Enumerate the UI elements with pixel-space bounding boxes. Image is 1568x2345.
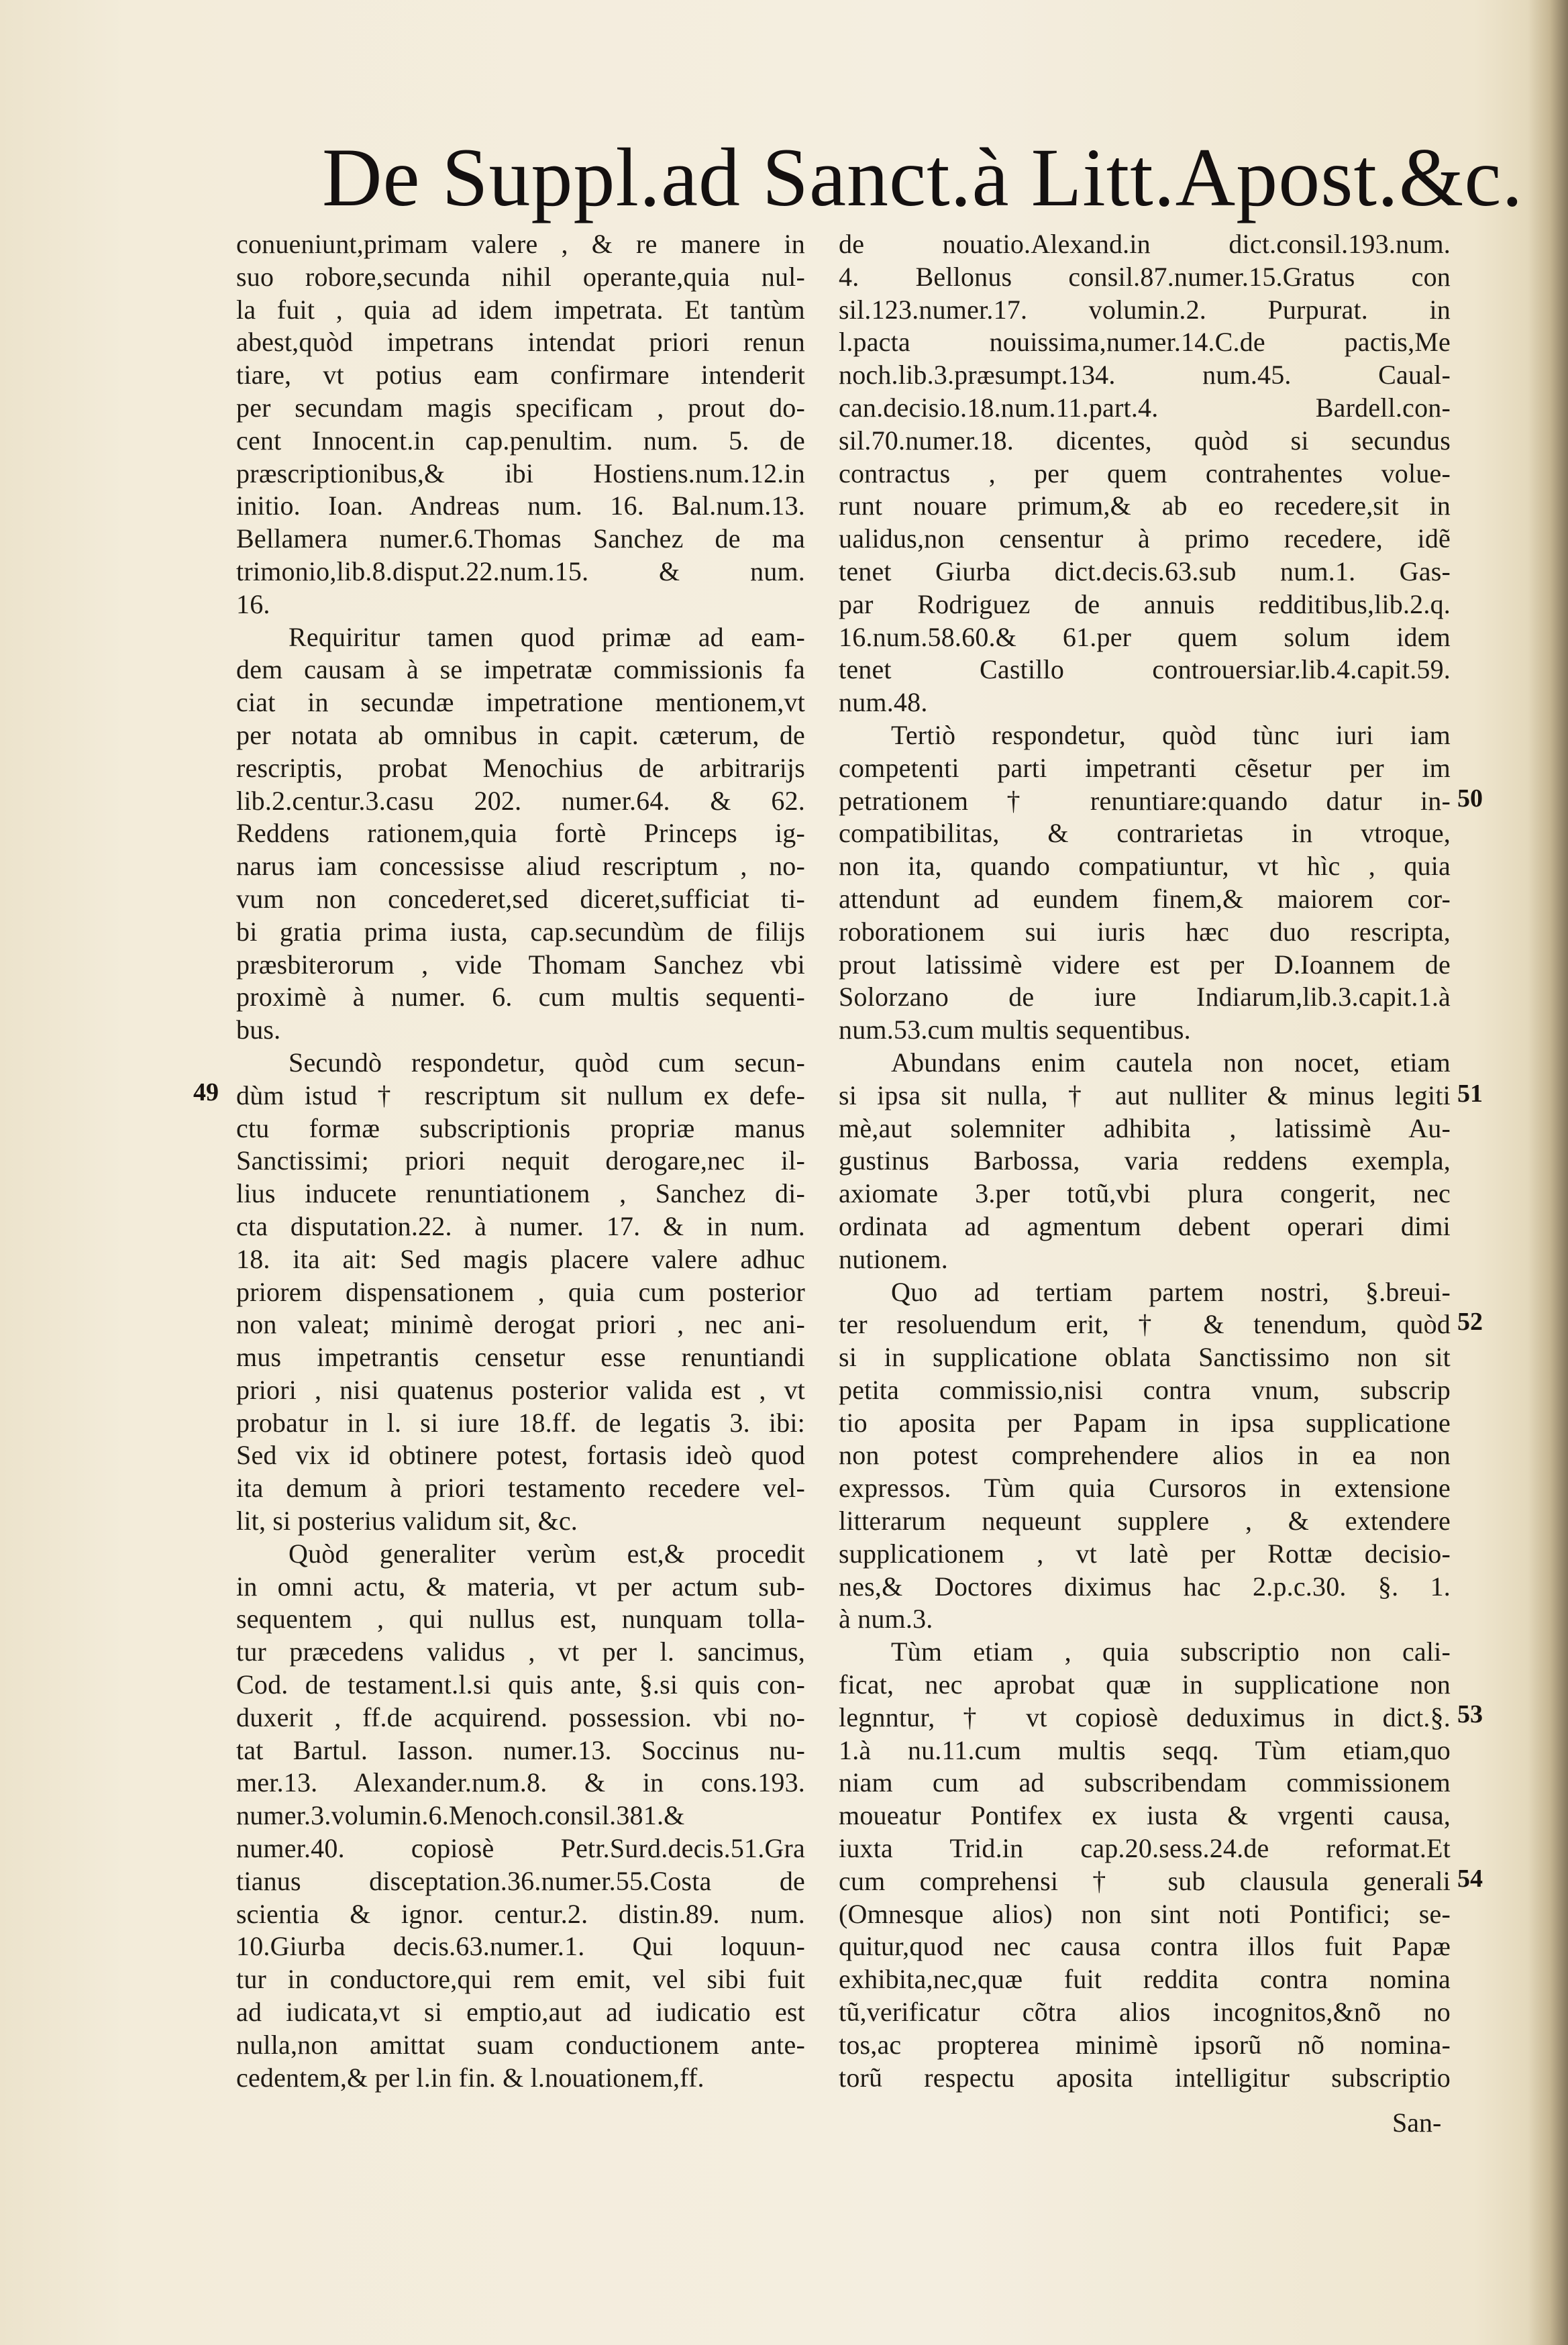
text-line: quitur,quod nec causa contra illos fuit Papæ <box>839 1931 1451 1962</box>
text-line: nulla,non amittat suam conductionem ante- <box>236 2029 805 2060</box>
margin-number: 49 <box>193 1078 219 1106</box>
text-line: torũ respectu aposita intelligitur subscriptio <box>839 2062 1451 2093</box>
text-line: non potest comprehendere alios in ea non <box>839 1440 1451 1471</box>
text-line: ctu formæ subscriptionis propriæ manus <box>236 1112 805 1143</box>
text-line: numer.3.volumin.6.Menoch.consil.381.& <box>236 1800 685 1831</box>
text-line: mer.13. Alexander.num.8. & in cons.193. <box>236 1767 805 1798</box>
left-column <box>236 228 805 2094</box>
text-line: l.pacta nouissima,numer.14.C.de pactis,Me <box>839 327 1451 358</box>
text-line: conueniunt,primam valere , & re manere in <box>236 229 805 259</box>
text-line: sil.70.numer.18. dicentes, quòd si secundus <box>839 425 1451 456</box>
text-line: petita commissio,nisi contra vnum, subscrip <box>839 1374 1451 1405</box>
text-line: mus impetrantis censetur esse renuntiandi <box>236 1342 805 1373</box>
text-line: priorem dispensationem , quia cum posterior <box>236 1276 805 1307</box>
text-line: præscriptionibus,& ibi Hostiens.num.12.in <box>236 458 805 488</box>
text-line: per secundam magis specificam , prout do- <box>236 392 805 423</box>
text-line: can.decisio.18.num.11.part.4. Bardell.con- <box>839 392 1451 423</box>
text-line: gustinus Barbossa, varia reddens exempla, <box>839 1145 1451 1176</box>
text-line: per notata ab omnibus in capit. cæterum, de <box>236 719 805 750</box>
text-line: narus iam concessisse aliud rescriptum , no- <box>236 851 805 882</box>
text-line: rescriptis, probat Menochius de arbitrarijs <box>236 752 805 783</box>
running-head: De Suppl.ad Sanct.à Litt.Apost.&c. <box>322 132 1524 223</box>
text-line: abest,quòd impetrans intendat priori renun <box>236 327 805 358</box>
text-line: sil.123.numer.17. volumin.2. Purpurat. in <box>839 294 1451 325</box>
text-line: roborationem sui iuris hæc duo rescripta, <box>839 916 1451 947</box>
text-line: Sanctissimi; priori nequit derogare,nec il- <box>236 1145 805 1176</box>
text-line: cta disputation.22. à numer. 17. & in num. <box>236 1210 805 1241</box>
text-line: tos,ac propterea minimè ipsorũ nõ nomina- <box>839 2029 1451 2060</box>
text-line: runt nouare primum,& ab eo recedere,sit in <box>839 490 1451 521</box>
text-line: legnntur, † vt copiosè deduximus in dict.§. <box>839 1702 1451 1732</box>
text-line: Reddens rationem,quia fortè Princeps ig- <box>236 818 805 849</box>
page-edge-shadow <box>1528 0 1568 2345</box>
text-line: exhibita,nec,quæ fuit reddita contra nomina <box>839 1964 1451 1995</box>
text-line: (Omnesque alios) non sint noti Pontifici; se- <box>839 1898 1451 1929</box>
text-line: la fuit , quia ad idem impetrata. Et tantùm <box>236 294 805 325</box>
text-line: Solorzano de iure Indiarum,lib.3.capit.1.à <box>839 982 1451 1012</box>
text-line: Abundans enim cautela non nocet, etiam <box>891 1047 1451 1078</box>
text-line: scientia & ignor. centur.2. distin.89. num. <box>236 1898 805 1929</box>
margin-number: 50 <box>1457 784 1483 813</box>
text-line: nes,& Doctores diximus hac 2.p.c.30. §. 1. <box>839 1571 1451 1602</box>
text-line: Sed vix id obtinere potest, fortasis ideò quod <box>236 1440 805 1471</box>
text-line: dem causam à se impetratæ commissionis fa <box>236 654 805 685</box>
text-line: ciat in secundæ impetratione mentionem,vt <box>236 687 805 718</box>
text-line: cum comprehensi † sub clausula generali <box>839 1865 1451 1896</box>
text-line: Tertiò respondetur, quòd tùnc iuri iam <box>891 719 1451 750</box>
text-line: Tùm etiam , quia subscriptio non cali- <box>891 1636 1451 1667</box>
text-line: noch.lib.3.præsumpt.134. num.45. Caual- <box>839 360 1451 390</box>
text-line: num.48. <box>839 687 928 718</box>
text-line: probatur in l. si iure 18.ff. de legatis 3. ibi: <box>236 1407 805 1438</box>
text-line: iuxta Trid.in cap.20.sess.24.de reformat.Et <box>839 1833 1451 1864</box>
text-line: trimonio,lib.8.disput.22.num.15. & num. <box>236 556 805 586</box>
text-line: suo robore,secunda nihil operante,quia nul- <box>236 261 805 292</box>
text-line: compatibilitas, & contrarietas in vtroque, <box>839 818 1451 849</box>
text-line: dùm istud † rescriptum sit nullum ex defe- <box>236 1080 805 1110</box>
text-line: ualidus,non censentur à primo recedere, idẽ <box>839 523 1451 554</box>
text-line: num.53.cum multis sequentibus. <box>839 1014 1191 1045</box>
text-line: tũ,verificatur cõtra alios incognitos,&nõ no <box>839 1997 1451 2028</box>
text-line: ficat, nec aprobat quæ in supplicatione non <box>839 1669 1451 1700</box>
text-line: tenet Giurba dict.decis.63.sub num.1. Gas- <box>839 556 1451 586</box>
text-line: de nouatio.Alexand.in dict.consil.193.num. <box>839 229 1451 259</box>
text-line: Quòd generaliter verùm est,& procedit <box>289 1538 805 1569</box>
text-line: sequentem , qui nullus est, nunquam tolla- <box>236 1604 805 1634</box>
text-line: mè,aut solemniter adhibita , latissimè Au- <box>839 1112 1451 1143</box>
text-line: Quo ad tertiam partem nostri, §.breui- <box>891 1276 1451 1307</box>
text-line: 10.Giurba decis.63.numer.1. Qui loquun- <box>236 1931 805 1962</box>
text-line: contractus , per quem contrahentes volue- <box>839 458 1451 488</box>
text-line: 4. Bellonus consil.87.numer.15.Gratus con <box>839 261 1451 292</box>
text-line: duxerit , ff.de acquirend. possession. vbi no- <box>236 1702 805 1732</box>
margin-number: 51 <box>1457 1080 1483 1108</box>
text-line: tianus disceptation.36.numer.55.Costa de <box>236 1865 805 1896</box>
text-line: competenti parti impetranti cẽsetur per im <box>839 752 1451 783</box>
text-line: præsbiterorum , vide Thomam Sanchez vbi <box>236 949 805 980</box>
text-line: lib.2.centur.3.casu 202. numer.64. & 62. <box>236 785 805 816</box>
text-line: à num.3. <box>839 1604 933 1634</box>
text-line: ter resoluendum erit, † & tenendum, quòd <box>839 1309 1451 1340</box>
text-line: 18. ita ait: Sed magis placere valere adhuc <box>236 1243 805 1274</box>
text-line: prout latissimè videre est per D.Ioannem de <box>839 949 1451 980</box>
text-line: lius inducete renuntiationem , Sanchez di- <box>236 1178 805 1209</box>
text-line: proximè à numer. 6. cum multis sequenti- <box>236 982 805 1012</box>
text-line: tio aposita per Papam in ipsa supplicatione <box>839 1407 1451 1438</box>
text-line: initio. Ioan. Andreas num. 16. Bal.num.13. <box>236 490 805 521</box>
text-line: non valeat; minimè derogat priori , nec ani- <box>236 1309 805 1340</box>
text-line: 16.num.58.60.& 61.per quem solum idem <box>839 621 1451 652</box>
text-line: vum non concederet,sed diceret,sufficiat ti- <box>236 883 805 914</box>
text-line: tur in conductore,qui rem emit, vel sibi fuit <box>236 1964 805 1995</box>
text-line: niam cum ad subscribendam commissionem <box>839 1767 1451 1798</box>
text-line: lit, si posterius validum sit, &c. <box>236 1506 578 1536</box>
margin-number: 53 <box>1457 1700 1483 1728</box>
text-line: tat Bartul. Iasson. numer.13. Soccinus nu- <box>236 1734 805 1765</box>
text-line: si ipsa sit nulla, † aut nulliter & minus legiti <box>839 1080 1451 1110</box>
text-line: tur præcedens validus , vt per l. sancimus, <box>236 1636 805 1667</box>
text-line: cedentem,& per l.in fin. & l.nouationem,ff. <box>236 2062 704 2093</box>
text-line: ita demum à priori testamento recedere vel- <box>236 1473 805 1504</box>
text-line: bus. <box>236 1014 281 1045</box>
text-line: petrationem † renuntiare:quando datur in- <box>839 785 1451 816</box>
text-line: Bellamera numer.6.Thomas Sanchez de ma <box>236 523 805 554</box>
text-line: supplicationem , vt latè per Rottæ decisio- <box>839 1538 1451 1569</box>
text-line: Secundò respondetur, quòd cum secun- <box>289 1047 805 1078</box>
margin-number: 52 <box>1457 1308 1483 1336</box>
text-line: non ita, quando compatiuntur, vt hìc , quia <box>839 851 1451 882</box>
text-line: par Rodriguez de annuis redditibus,lib.2.q. <box>839 588 1451 619</box>
margin-number: 54 <box>1457 1865 1483 1893</box>
catchword: San- <box>1392 2107 1442 2138</box>
text-line: 16. <box>236 588 270 619</box>
text-line: moueatur Pontifex ex iusta & vrgenti causa, <box>839 1800 1451 1831</box>
text-line: Cod. de testament.l.si quis ante, §.si quis con- <box>236 1669 805 1700</box>
text-line: nutionem. <box>839 1243 948 1274</box>
text-line: attendunt ad eundem finem,& maiorem cor- <box>839 883 1451 914</box>
text-line: expressos. Tùm quia Cursoros in extensione <box>839 1473 1451 1504</box>
text-line: si in supplicatione oblata Sanctissimo non sit <box>839 1342 1451 1373</box>
text-line: litterarum nequeunt supplere , & extendere <box>839 1506 1451 1536</box>
text-line: tenet Castillo controuersiar.lib.4.capit.59. <box>839 654 1451 685</box>
text-line: numer.40. copiosè Petr.Surd.decis.51.Gra <box>236 1833 805 1864</box>
text-line: Requiritur tamen quod primæ ad eam- <box>289 621 805 652</box>
text-line: priori , nisi quatenus posterior valida est , vt <box>236 1374 805 1405</box>
text-line: bi gratia prima iusta, cap.secundùm de filijs <box>236 916 805 947</box>
right-column <box>839 228 1451 2094</box>
text-line: ad iudicata,vt si emptio,aut ad iudicatio est <box>236 1997 805 2028</box>
text-line: tiare, vt potius eam confirmare intenderit <box>236 360 805 390</box>
text-line: in omni actu, & materia, vt per actum sub- <box>236 1571 805 1602</box>
text-line: 1.à nu.11.cum multis seqq. Tùm etiam,quo <box>839 1734 1451 1765</box>
text-line: ordinata ad agmentum debent operari dimi <box>839 1210 1451 1241</box>
text-line: axiomate 3.per totũ,vbi plura congerit, nec <box>839 1178 1451 1209</box>
text-line: cent Innocent.in cap.penultim. num. 5. de <box>236 425 805 456</box>
